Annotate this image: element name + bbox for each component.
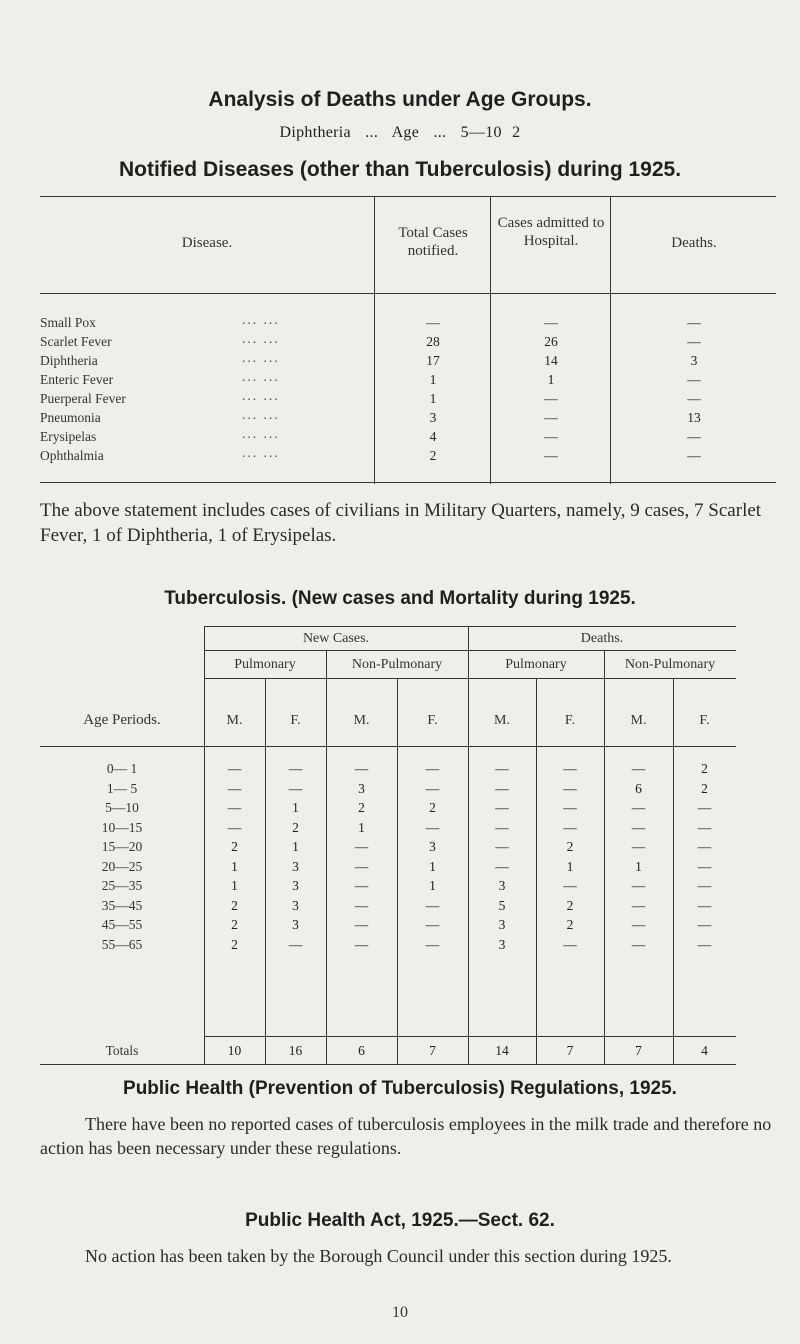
leader-dots: ... ... — [242, 445, 280, 460]
header-new-pulmonary: Pulmonary — [234, 657, 296, 672]
tb-cell: 3 — [498, 917, 506, 932]
header-total-cases: Total Cases notified. — [398, 225, 468, 259]
page-number: 10 — [392, 1304, 408, 1321]
header-male: M. — [353, 713, 370, 728]
tb-cell: 1 — [429, 878, 436, 893]
tb-cell: — — [697, 917, 712, 932]
tb-cell: — — [631, 819, 646, 835]
tb-cell: — — [697, 936, 712, 952]
deaths-cell: — — [687, 391, 701, 406]
table-top-rule — [40, 196, 776, 197]
tb-cell: — — [227, 761, 242, 776]
header-deaths: Deaths. — [671, 235, 717, 251]
total-cell: 1 — [429, 391, 437, 406]
disease-name: Small Pox — [40, 315, 96, 330]
header-female: F. — [427, 713, 438, 728]
tb-cell: 2 — [292, 819, 299, 835]
total-cell: 3 — [429, 410, 437, 425]
admitted-cell: 26 — [544, 334, 558, 349]
age-period-label: 15—20 — [101, 839, 143, 854]
admitted-cell: — — [544, 429, 558, 444]
tb-cell: — — [631, 897, 646, 913]
header-rule — [40, 746, 736, 747]
tb-cell: — — [697, 858, 712, 874]
leader-dots: ... ... — [242, 407, 280, 422]
age-period-label: 20—25 — [101, 858, 143, 874]
tb-cell: 2 — [701, 761, 708, 776]
tb-cell: 3 — [292, 917, 299, 932]
header-female: F. — [699, 713, 710, 728]
tb-cell: 1 — [292, 839, 299, 854]
tb-cell: 1 — [231, 858, 238, 874]
tb-cell: 3 — [292, 858, 299, 874]
tb-cell: — — [495, 800, 509, 815]
table-bottom-rule — [40, 1064, 736, 1065]
deaths-cell: 13 — [687, 410, 701, 425]
header-rule — [40, 293, 776, 294]
tb-cell: — — [227, 819, 242, 835]
tb-cell: 2 — [231, 839, 238, 854]
leader-dots: ... ... — [242, 388, 280, 403]
tb-cell: — — [563, 936, 577, 952]
age-period-label: 5—10 — [105, 800, 139, 815]
header-deaths-non-pulmonary: Non-Pulmonary — [624, 657, 716, 672]
tb-cell: — — [697, 800, 712, 815]
age-period-label: 55—65 — [101, 936, 143, 952]
disease-name: Pneumonia — [40, 410, 101, 425]
tb-cell: — — [288, 936, 303, 952]
tb-cell: — — [354, 897, 369, 913]
admitted-cell: — — [544, 391, 558, 406]
leader-dots: ... — [433, 124, 447, 141]
disease-name: Scarlet Fever — [40, 334, 112, 349]
tb-cell: 3 — [498, 936, 506, 952]
column-rule — [610, 196, 611, 484]
tb-cell: — — [697, 819, 712, 835]
tb-cell: 3 — [292, 878, 299, 893]
tb-cell: — — [495, 839, 509, 854]
tb-cell: — — [227, 780, 242, 796]
tb-cell: 2 — [429, 800, 436, 815]
tb-cell: — — [227, 800, 242, 815]
total-cell: — — [426, 315, 440, 330]
header-male: M. — [494, 713, 510, 728]
tb-cell: 1 — [231, 878, 238, 893]
tb-cell: — — [354, 761, 369, 776]
tb-cell: — — [697, 897, 712, 913]
age-range: 5—10 — [460, 124, 502, 141]
tb-cell: 1 — [292, 800, 299, 815]
header-new-non-pulmonary: Non-Pulmonary — [351, 657, 443, 672]
column-rule — [374, 196, 375, 484]
tuberculosis-table — [40, 626, 736, 1066]
tb-cell: — — [288, 780, 303, 796]
leader-dots: ... ... — [242, 350, 280, 365]
tb-cell: — — [563, 761, 577, 776]
total-cell: 7 — [566, 1043, 574, 1058]
tb-cell: — — [631, 761, 646, 776]
total-cell: 1 — [429, 372, 437, 387]
tb-cell: — — [495, 780, 509, 796]
age-label: Age — [391, 124, 420, 141]
diphtheria-age-line — [0, 124, 800, 142]
tb-cell: — — [631, 936, 646, 952]
tb-cell: 1 — [635, 858, 642, 874]
tb-cell: — — [425, 761, 440, 776]
tb-cell: 1 — [429, 858, 436, 874]
age-period-label: 10—15 — [101, 819, 143, 835]
tb-cell: — — [354, 917, 369, 932]
tb-cell: 2 — [231, 917, 238, 932]
military-quarters-statement: The above statement includes cases of civilians in Military Quarters, namely, 9 cases, 7 Scarlet Fever, 1 of Diphtheria, 1 of Erysipelas. — [40, 500, 762, 546]
header-disease: Disease. — [181, 235, 233, 251]
header-deaths: Deaths. — [580, 631, 624, 646]
tb-cell: 2 — [231, 897, 238, 913]
tb-cell: — — [425, 897, 440, 913]
deaths-cell: — — [687, 429, 701, 444]
tb-cell: — — [354, 936, 369, 952]
header-admitted: Cases admitted to Hospital. — [497, 215, 605, 249]
header-female: F. — [564, 713, 576, 728]
heading-public-health-act: Public Health Act, 1925.—Sect. 62. — [245, 1210, 555, 1231]
total-cell: 7 — [635, 1043, 642, 1058]
total-cell: 2 — [429, 448, 437, 463]
tb-cell: — — [631, 839, 646, 854]
age-period-label: 1— 5 — [106, 780, 138, 796]
age-period-label: 0— 1 — [106, 761, 138, 776]
deaths-cell: — — [687, 448, 701, 463]
totals-top-rule — [204, 1036, 736, 1037]
tb-cell: 3 — [358, 780, 365, 796]
disease-name: Diphtheria — [40, 353, 98, 368]
tb-cell: — — [425, 936, 440, 952]
tb-cell: 2 — [566, 917, 574, 932]
heading-tuberculosis: Tuberculosis. (New cases and Mortality during 1925. — [164, 588, 636, 609]
tb-cell: — — [697, 839, 712, 854]
tb-cell: — — [563, 780, 577, 796]
tb-cell: — — [354, 878, 369, 893]
tb-cell: 3 — [292, 897, 299, 913]
death-count: 2 — [512, 124, 521, 141]
tb-cell: — — [563, 819, 577, 835]
age-period-label: 35—45 — [101, 897, 143, 913]
totals-label: Totals — [105, 1043, 139, 1058]
total-cell: 6 — [358, 1043, 365, 1058]
tb-cell: 2 — [701, 780, 708, 796]
heading-regulations: Public Health (Prevention of Tuberculosis) Regulations, 1925. — [123, 1078, 677, 1099]
header-age-periods: Age Periods. — [83, 712, 161, 728]
age-period-label: 45—55 — [101, 917, 143, 932]
tb-cell: 1 — [566, 858, 574, 874]
notified-diseases-table — [40, 196, 776, 484]
leader-dots: ... ... — [242, 426, 280, 441]
disease-name: Ophthalmia — [40, 448, 104, 463]
total-cell: 17 — [426, 353, 440, 368]
tb-cell: — — [425, 780, 440, 796]
diphtheria-label: Diphtheria — [279, 124, 351, 141]
tb-cell: — — [425, 819, 440, 835]
tb-cell: 2 — [566, 897, 574, 913]
column-rule — [490, 196, 491, 484]
admitted-cell: — — [544, 410, 558, 425]
table-top-rule — [204, 626, 736, 627]
disease-name: Enteric Fever — [40, 372, 114, 387]
tb-cell: — — [495, 819, 509, 835]
tb-cell: — — [697, 878, 712, 893]
table-bottom-rule — [40, 482, 776, 483]
deaths-cell: — — [687, 334, 701, 349]
tb-cell: — — [288, 761, 303, 776]
tb-cell: — — [354, 839, 369, 854]
regulations-text: There have been no reported cases of tuberculosis employees in the milk trade and therefore no action has been necessary under these regulations. — [40, 1114, 772, 1158]
tb-cell: — — [631, 878, 646, 893]
leader-dots: ... ... — [242, 331, 280, 346]
total-cell: 10 — [227, 1043, 242, 1058]
leader-dots: ... ... — [242, 312, 280, 327]
group-rule — [204, 650, 736, 651]
act-text: No action has been taken by the Borough Council under this section during 1925. — [85, 1246, 672, 1266]
tb-cell: — — [563, 878, 577, 893]
disease-name: Erysipelas — [40, 429, 97, 444]
total-cell: 7 — [429, 1043, 436, 1058]
deaths-cell: 3 — [690, 353, 698, 368]
age-period-label: 25—35 — [101, 878, 143, 893]
tb-cell: 3 — [429, 839, 436, 854]
tb-cell: — — [631, 917, 646, 932]
heading-notified-diseases: Notified Diseases (other than Tuberculosis) during 1925. — [118, 158, 682, 181]
tb-cell: 5 — [498, 897, 506, 913]
header-deaths-pulmonary: Pulmonary — [505, 657, 567, 672]
total-cell: 28 — [426, 334, 440, 349]
total-cell: 16 — [288, 1043, 303, 1058]
admitted-cell: 14 — [544, 353, 558, 368]
header-new-cases: New Cases. — [302, 631, 370, 646]
tb-cell: 3 — [498, 878, 506, 893]
tb-cell: 1 — [358, 819, 365, 835]
tb-cell: — — [563, 800, 577, 815]
header-male: M. — [630, 713, 647, 728]
tb-cell: 2 — [231, 936, 238, 952]
tb-cell: 2 — [358, 800, 365, 815]
admitted-cell: — — [544, 315, 558, 330]
header-female: F. — [290, 713, 301, 728]
leader-dots: ... ... — [242, 369, 280, 384]
heading-age-groups: Analysis of Deaths under Age Groups. — [208, 88, 592, 111]
tb-cell: 2 — [566, 839, 574, 854]
tb-cell: — — [631, 800, 646, 815]
tb-cell: — — [495, 858, 509, 874]
total-cell: 4 — [701, 1043, 708, 1058]
total-cell: 14 — [495, 1043, 509, 1058]
disease-name: Puerperal Fever — [40, 391, 126, 406]
admitted-cell: 1 — [547, 372, 555, 387]
tb-cell: — — [425, 917, 440, 932]
leader-dots: ... — [365, 124, 379, 141]
header-male: M. — [226, 713, 243, 728]
tb-cell: — — [354, 858, 369, 874]
deaths-cell: — — [687, 372, 701, 387]
deaths-cell: — — [687, 315, 701, 330]
tb-cell: — — [495, 761, 509, 776]
admitted-cell: — — [544, 448, 558, 463]
subgroup-rule — [204, 678, 736, 679]
tb-cell: 6 — [635, 780, 642, 796]
total-cell: 4 — [429, 429, 437, 444]
